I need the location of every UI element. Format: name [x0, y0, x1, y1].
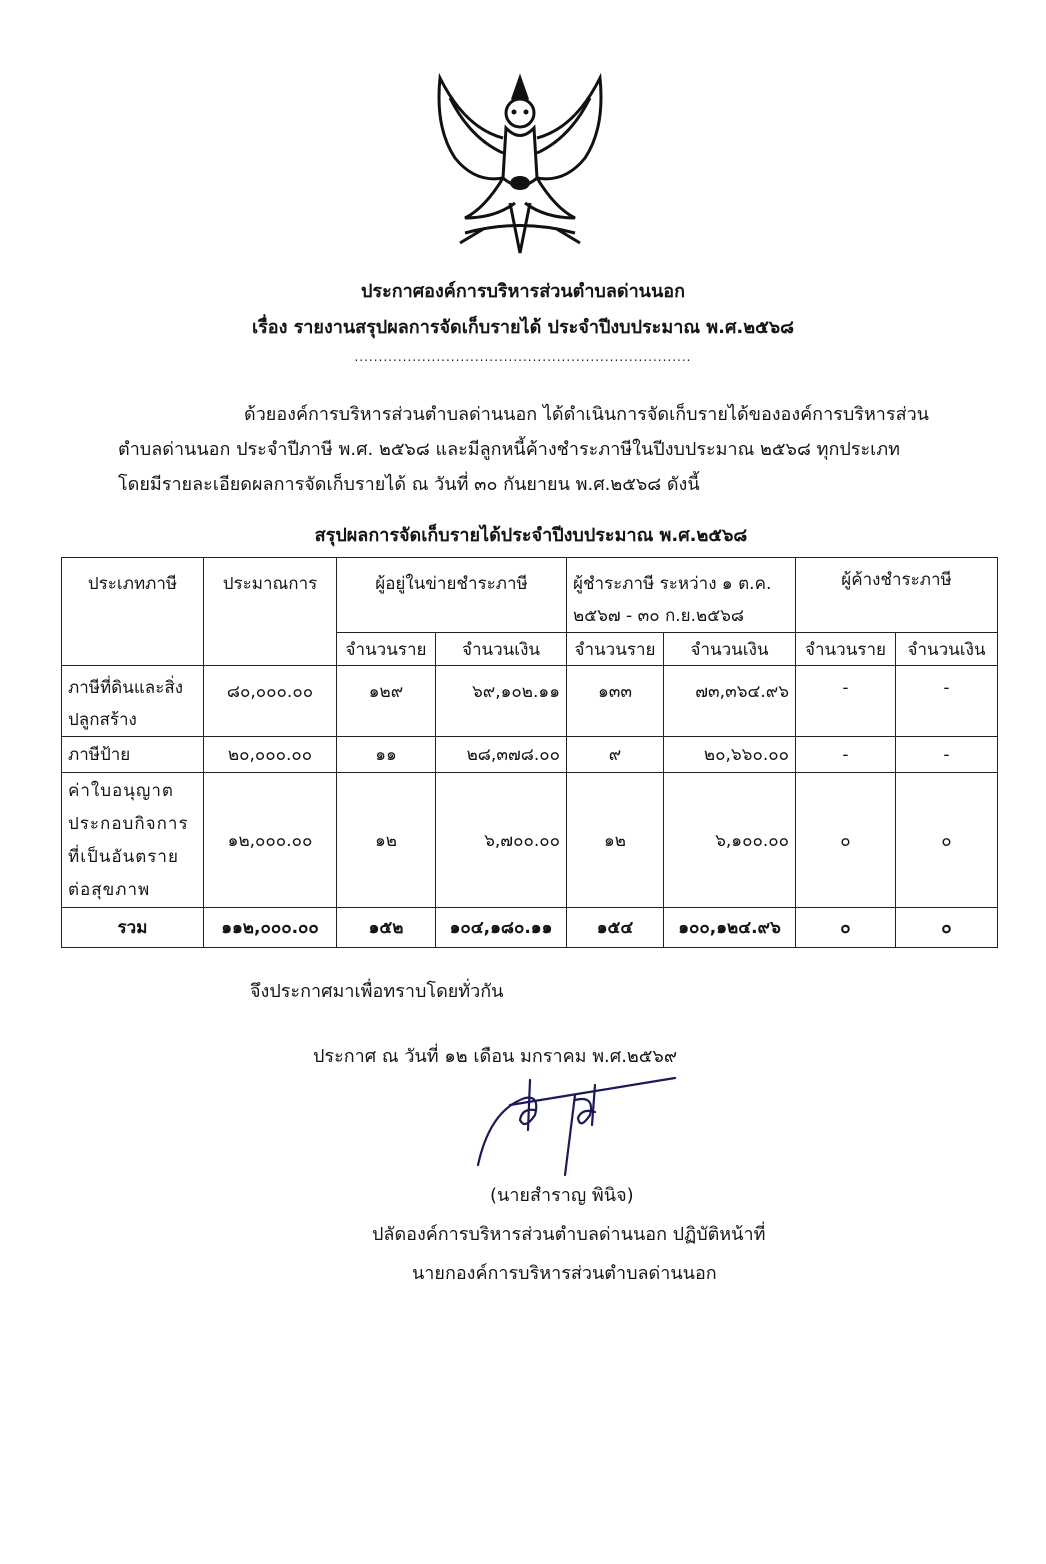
header-amount: จำนวนเงิน	[436, 633, 567, 666]
body-line-2: ตำบลด่านนอก ประจำปีภาษี พ.ศ. ๒๕๖๘ และมีลูกหนี้ค้างชำระภาษีในปีงบประมาณ ๒๕๖๘ ทุกประเภท	[118, 439, 900, 460]
signature-icon	[470, 1070, 680, 1180]
row-out-amount: ๐	[896, 773, 998, 908]
row-type	[62, 737, 204, 773]
announcement-date: ประกาศ ณ วันที่ ๑๒ เดือน มกราคม พ.ศ.๒๕๖๙	[313, 1046, 678, 1067]
row-paid-amount: ๖,๑๐๐.๐๐	[664, 773, 796, 908]
header-count: จำนวนราย	[567, 633, 664, 666]
row-type-line: ภาษีป้าย	[68, 745, 131, 765]
row-type-line: ต่อสุขภาพ	[68, 880, 151, 900]
garuda-emblem-icon	[425, 68, 615, 264]
row-out-count: -	[796, 737, 896, 773]
total-sys-count: ๑๕๒	[337, 908, 436, 948]
header-outstanding: ผู้ค้างชำระภาษี	[796, 558, 998, 633]
document-title: ประกาศองค์การบริหารส่วนตำบลด่านนอก	[360, 281, 685, 302]
row-estimate: ๑๒,๐๐๐.๐๐	[204, 773, 337, 908]
row-paid-count: ๑๒	[567, 773, 664, 908]
total-label: รวม	[62, 908, 204, 948]
header-paid-line2: ๒๕๖๗ - ๓๐ ก.ย.๒๕๖๘	[573, 606, 745, 626]
row-sys-amount: ๖๙,๑๐๒.๑๑	[436, 666, 567, 737]
header-count: จำนวนราย	[796, 633, 896, 666]
row-out-amount: -	[896, 666, 998, 737]
row-type	[62, 773, 204, 908]
header-estimate: ประมาณการ	[204, 558, 337, 666]
table-row	[62, 666, 998, 737]
total-paid-amount: ๑๐๐,๑๒๔.๙๖	[664, 908, 796, 948]
signer-position-1: ปลัดองค์การบริหารส่วนตำบลด่านนอก ปฏิบัติหน้าที่	[372, 1224, 766, 1245]
row-type-line: ประกอบกิจการ	[68, 814, 189, 834]
row-sys-count: ๑๒	[337, 773, 436, 908]
body-line-1: ด้วยองค์การบริหารส่วนตำบลด่านนอก ได้ดำเนินการจัดเก็บรายได้ขององค์การบริหารส่วน	[244, 404, 929, 425]
row-type-line: ภาษีที่ดินและสิ่ง	[68, 678, 184, 698]
row-sys-amount: ๒๘,๓๗๘.๐๐	[436, 737, 567, 773]
row-estimate: ๘๐,๐๐๐.๐๐	[204, 666, 337, 737]
separator-dots: ......................................................................	[354, 350, 692, 364]
revenue-summary-table	[61, 557, 998, 948]
header-amount: จำนวนเงิน	[896, 633, 998, 666]
row-sys-count: ๑๑	[337, 737, 436, 773]
header-in-system: ผู้อยู่ในข่ายชำระภาษี	[337, 558, 567, 633]
row-type-line: ปลูกสร้าง	[68, 710, 137, 730]
table-total-row	[62, 908, 998, 948]
row-out-count: -	[796, 666, 896, 737]
row-type	[62, 666, 204, 737]
total-out-count: ๐	[796, 908, 896, 948]
row-paid-count: ๙	[567, 737, 664, 773]
row-paid-amount: ๗๓,๓๖๔.๙๖	[664, 666, 796, 737]
row-paid-count: ๑๓๓	[567, 666, 664, 737]
total-out-amount: ๐	[896, 908, 998, 948]
row-out-amount: -	[896, 737, 998, 773]
row-type-line: ที่เป็นอันตราย	[68, 847, 179, 867]
header-amount: จำนวนเงิน	[664, 633, 796, 666]
closing-text: จึงประกาศมาเพื่อทราบโดยทั่วกัน	[250, 981, 504, 1002]
header-paid-line1: ผู้ชำระภาษี ระหว่าง ๑ ต.ค.	[573, 574, 772, 594]
row-paid-amount: ๒๐,๖๖๐.๐๐	[664, 737, 796, 773]
table-title: สรุปผลการจัดเก็บรายได้ประจำปีงบประมาณ พ.ศ.๒๕๖๘	[314, 525, 748, 546]
table-row	[62, 737, 998, 773]
header-tax-type: ประเภทภาษี	[62, 558, 204, 666]
total-paid-count: ๑๕๔	[567, 908, 664, 948]
row-out-count: ๐	[796, 773, 896, 908]
body-line-3: โดยมีรายละเอียดผลการจัดเก็บรายได้ ณ วันที่ ๓๐ กันยายน พ.ศ.๒๕๖๘ ดังนี้	[118, 474, 700, 495]
row-type-line: ค่าใบอนุญาต	[68, 781, 174, 801]
total-sys-amount: ๑๐๔,๑๘๐.๑๑	[436, 908, 567, 948]
signer-name: (นายสำราญ พินิจ)	[490, 1185, 634, 1206]
header-paid	[567, 558, 796, 633]
row-sys-amount: ๖,๗๐๐.๐๐	[436, 773, 567, 908]
document-subject: เรื่อง รายงานสรุปผลการจัดเก็บรายได้ ประจำปีงบประมาณ พ.ศ.๒๕๖๘	[251, 317, 795, 338]
signer-position-2: นายกองค์การบริหารส่วนตำบลด่านนอก	[412, 1263, 717, 1284]
row-estimate: ๒๐,๐๐๐.๐๐	[204, 737, 337, 773]
total-estimate: ๑๑๒,๐๐๐.๐๐	[204, 908, 337, 948]
table-row	[62, 773, 998, 908]
header-count: จำนวนราย	[337, 633, 436, 666]
row-sys-count: ๑๒๙	[337, 666, 436, 737]
